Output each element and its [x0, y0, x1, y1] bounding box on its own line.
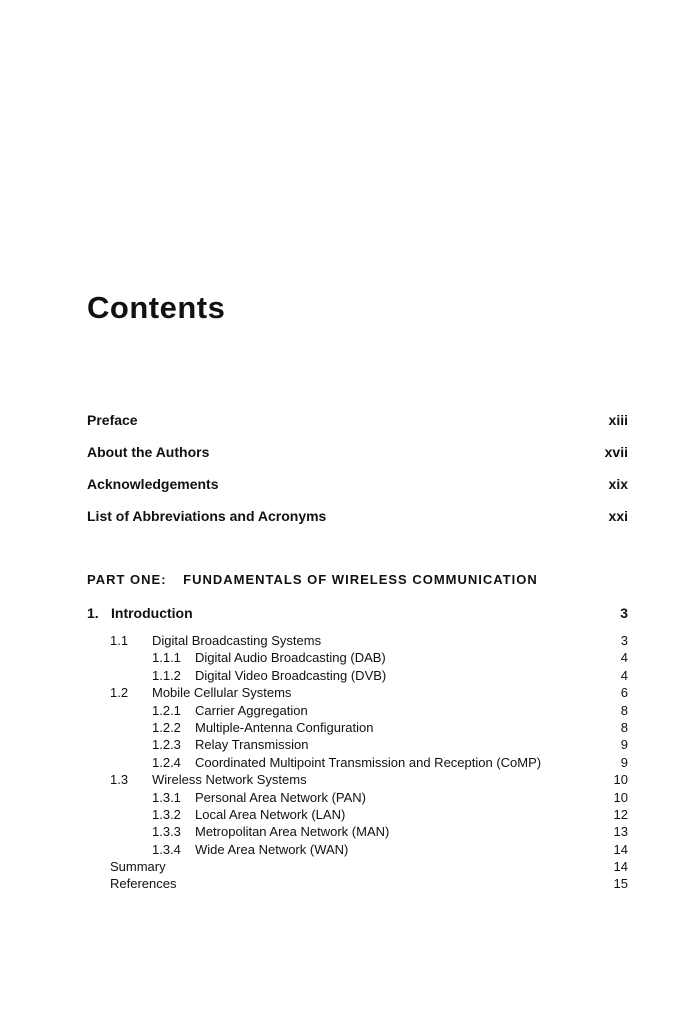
- subsection-number: 1.3.1: [152, 789, 181, 805]
- toc-entry-references[interactable]: [87, 875, 628, 892]
- toc-subsection[interactable]: [87, 789, 628, 806]
- subsection-title: Wide Area Network (WAN): [195, 841, 349, 857]
- subsection-number: 1.3.2: [152, 806, 181, 822]
- part-heading: [87, 572, 628, 587]
- subsection-title: Digital Video Broadcasting (DVB): [195, 667, 387, 683]
- section-title: References: [110, 876, 177, 892]
- subsection-page: 14: [613, 841, 628, 857]
- toc-subsection[interactable]: [87, 667, 628, 684]
- section-title: Summary: [110, 859, 166, 875]
- part-label: PART ONE:: [87, 572, 167, 587]
- toc-subsection[interactable]: [87, 702, 628, 719]
- toc-subsection[interactable]: [87, 736, 628, 753]
- toc-subsection[interactable]: [87, 754, 628, 771]
- subsection-page: 8: [620, 719, 628, 735]
- part-title: FUNDAMENTALS OF WIRELESS COMMUNICATION: [183, 572, 538, 587]
- subsection-page: 4: [620, 650, 628, 666]
- section-title: Mobile Cellular Systems: [152, 685, 292, 701]
- subsection-page: 12: [613, 806, 628, 822]
- toc-subsection[interactable]: [87, 823, 628, 840]
- subsection-number: 1.1.1: [152, 650, 181, 666]
- toc-entry-page: xxi: [608, 508, 628, 524]
- section-title: Digital Broadcasting Systems: [152, 633, 322, 648]
- subsection-page: 9: [620, 737, 628, 753]
- toc-section[interactable]: [87, 771, 628, 788]
- page-title: Contents: [87, 290, 226, 325]
- toc-entry-abbreviations[interactable]: [87, 508, 628, 540]
- toc-entry-page: xiii: [608, 412, 628, 428]
- subsection-title: Multiple-Antenna Configuration: [195, 719, 374, 735]
- toc-entry-title: Acknowledgements: [87, 476, 219, 492]
- section-number: 1.3: [110, 772, 129, 788]
- toc-entry-about-the-authors[interactable]: [87, 444, 628, 476]
- subsection-page: 10: [613, 789, 628, 805]
- subsection-title: Carrier Aggregation: [195, 702, 308, 718]
- toc-section[interactable]: [87, 632, 628, 649]
- subsection-number: 1.2.4: [152, 754, 181, 770]
- subsection-page: 9: [620, 754, 628, 770]
- toc-chapter-introduction[interactable]: [87, 605, 628, 621]
- toc-entry-acknowledgements[interactable]: [87, 476, 628, 508]
- section-number: 1.2: [110, 685, 129, 701]
- subsection-page: 13: [613, 824, 628, 840]
- section-page: 14: [613, 859, 628, 875]
- toc-section[interactable]: [87, 684, 628, 701]
- front-matter-list: [87, 412, 628, 540]
- subsection-title: Local Area Network (LAN): [195, 806, 346, 822]
- section-page: 3: [620, 633, 628, 648]
- toc-entry-preface[interactable]: [87, 412, 628, 444]
- toc-entry-title: About the Authors: [87, 444, 210, 460]
- chapter-title: Introduction: [111, 605, 193, 621]
- subsection-title: Relay Transmission: [195, 737, 309, 753]
- subsection-page: 4: [620, 667, 628, 683]
- subsection-title: Coordinated Multipoint Transmission and Reception (CoMP): [195, 754, 542, 770]
- chapter-page: 3: [620, 605, 628, 621]
- subsection-title: Digital Audio Broadcasting (DAB): [195, 650, 386, 666]
- section-page: 15: [613, 876, 628, 892]
- section-page: 10: [613, 772, 628, 788]
- chapter-entries: [87, 632, 628, 893]
- toc-entry-title: Preface: [87, 412, 138, 428]
- toc-subsection[interactable]: [87, 649, 628, 666]
- toc-subsection[interactable]: [87, 719, 628, 736]
- subsection-title: Personal Area Network (PAN): [195, 789, 366, 805]
- section-title: Wireless Network Systems: [152, 772, 307, 788]
- subsection-number: 1.2.2: [152, 719, 181, 735]
- toc-subsection[interactable]: [87, 806, 628, 823]
- section-page: 6: [620, 685, 628, 701]
- subsection-number: 1.2.1: [152, 702, 181, 718]
- section-number: 1.1: [110, 633, 129, 648]
- subsection-number: 1.3.3: [152, 824, 181, 840]
- toc-entry-title: List of Abbreviations and Acronyms: [87, 508, 327, 524]
- subsection-number: 1.2.3: [152, 737, 181, 753]
- toc-entry-page: xix: [608, 476, 628, 492]
- subsection-number: 1.3.4: [152, 841, 181, 857]
- subsection-title: Metropolitan Area Network (MAN): [195, 824, 390, 840]
- chapter-number: 1.: [87, 605, 99, 621]
- toc-entry-page: xvii: [604, 444, 628, 460]
- toc-subsection[interactable]: [87, 841, 628, 858]
- subsection-page: 8: [620, 702, 628, 718]
- toc-entry-summary[interactable]: [87, 858, 628, 875]
- subsection-number: 1.1.2: [152, 667, 181, 683]
